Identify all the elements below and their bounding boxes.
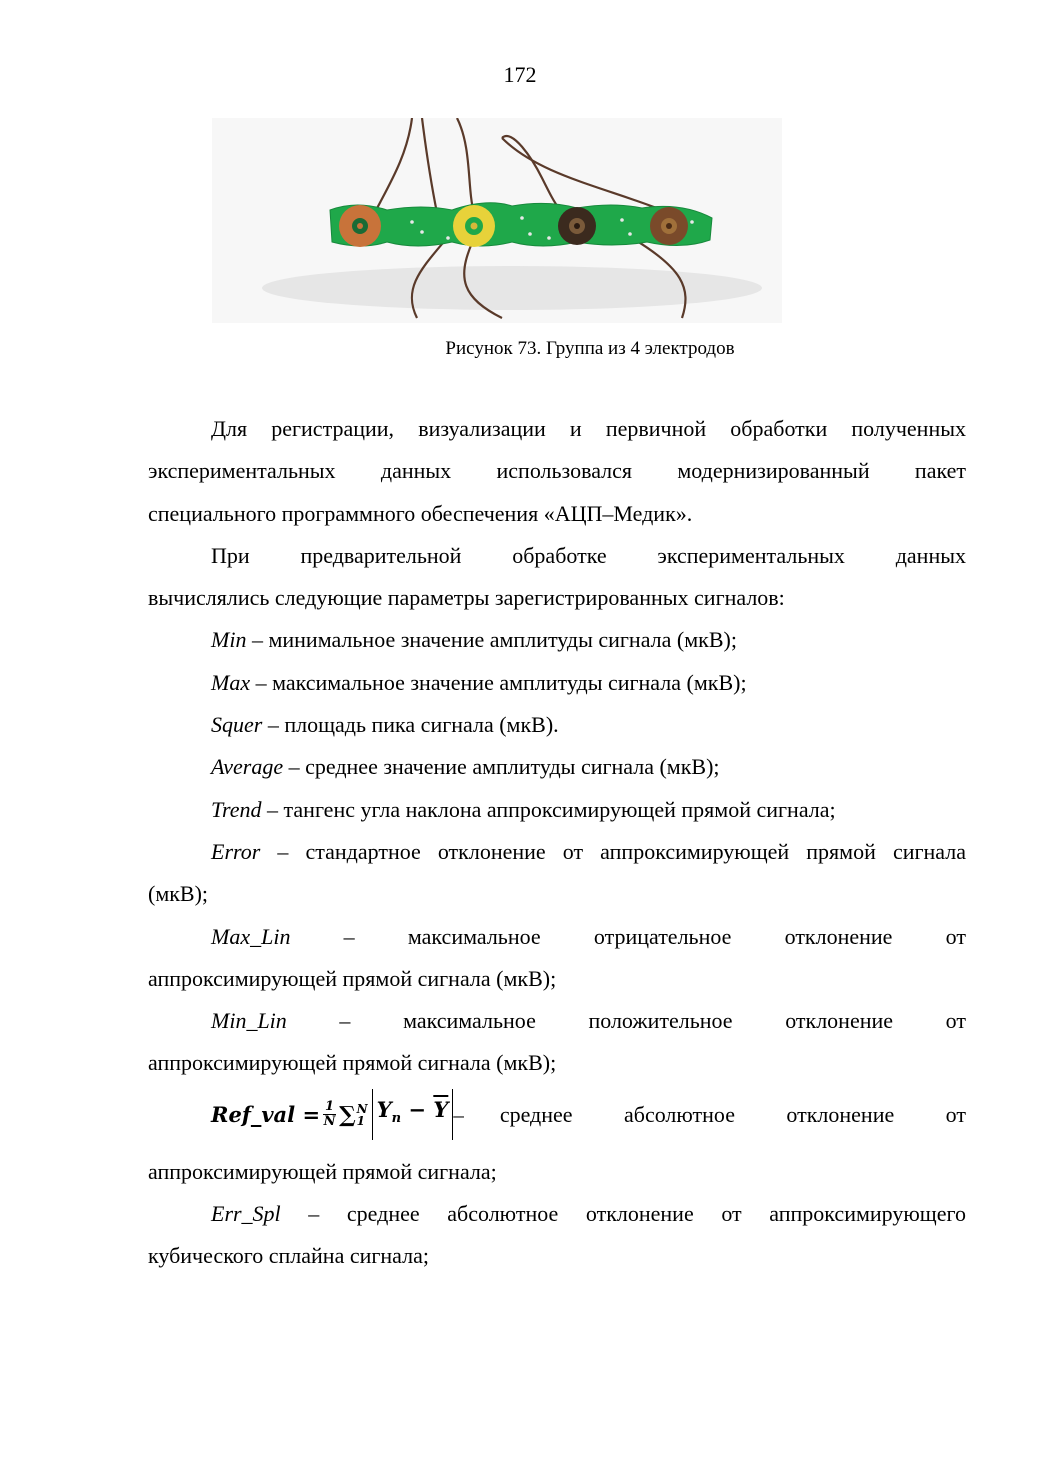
ref-val-formula	[211, 1089, 464, 1140]
param-text: – максимальное отрицательное отклонение от	[290, 923, 966, 949]
paragraph-line: При предварительной обработке экспериментальных данных	[211, 542, 966, 568]
word: среднее	[499, 1101, 573, 1127]
param-max	[148, 662, 966, 704]
formula-lhs: Ref_val =	[211, 1101, 321, 1127]
param-text: – стандартное отклонение от аппроксимирующей прямой сигнала	[260, 838, 966, 864]
paragraph-line: аппроксимирующей прямой сигнала;	[148, 1158, 497, 1184]
absolute-value	[372, 1089, 454, 1140]
formula-fraction	[323, 1100, 336, 1129]
electrode-1	[339, 205, 381, 247]
param-max-lin	[148, 916, 966, 958]
param-text: – максимальное положительное отклонение от	[286, 1008, 966, 1034]
paragraph-line: аппроксимирующей прямой сигнала (мкВ);	[148, 965, 557, 991]
param-term: Max	[211, 669, 251, 695]
sigma-icon: ∑	[339, 1101, 356, 1128]
param-term: Average	[211, 754, 284, 780]
param-term: Squer	[211, 712, 263, 738]
param-term: Trend	[211, 796, 262, 822]
document-body	[148, 408, 966, 1278]
y-bar: $\overline{Y}$	[433, 1097, 449, 1122]
param-term: Error	[211, 838, 261, 864]
sum-symbol	[339, 1094, 368, 1136]
figure-caption: Рисунок 73. Группа из 4 электродов	[445, 338, 735, 359]
page-number: 172	[503, 62, 537, 87]
param-term: Min	[211, 627, 247, 653]
sum-upper: N	[356, 1101, 368, 1116]
paragraph-line: экспериментальных данных использовался модернизированный пакет	[148, 458, 966, 484]
paragraph-line: специального программного обеспечения «АЦП–Медик».	[148, 500, 693, 526]
param-min	[148, 619, 966, 661]
param-text: – среднее значение амплитуды сигнала (мкВ);	[283, 754, 720, 780]
paragraph-line: вычислялись следующие параметры зарегистрированных сигналов:	[148, 585, 785, 611]
param-text: – среднее абсолютное отклонение от аппроксимирующего	[280, 1201, 966, 1227]
y-n-sub: n	[391, 1111, 402, 1127]
fraction-denominator: N	[323, 1114, 336, 1130]
word: от	[945, 1101, 966, 1127]
ref-val-words	[500, 1094, 966, 1136]
param-term: Max_Lin	[211, 923, 291, 949]
electrode-strip-photo	[212, 118, 782, 323]
param-error	[148, 831, 966, 873]
paragraph-line: аппроксимирующей прямой сигнала (мкВ);	[148, 1050, 557, 1076]
y-n: Y	[376, 1097, 392, 1122]
param-text: – максимальное значение амплитуды сигнала (мкВ);	[250, 669, 747, 695]
minus-sign: −	[401, 1097, 434, 1122]
paragraph-line: (мкВ);	[148, 881, 209, 907]
param-err-spl	[148, 1193, 966, 1235]
sum-limits	[357, 1103, 368, 1127]
word: отклонение	[786, 1101, 895, 1127]
param-average	[148, 746, 966, 788]
param-term: Min_Lin	[211, 1008, 287, 1034]
param-text: – площадь пика сигнала (мкВ).	[262, 712, 559, 738]
paragraph-line: кубического сплайна сигнала;	[148, 1243, 429, 1269]
param-ref-val	[148, 1085, 966, 1145]
electrode-4	[650, 207, 688, 245]
sum-lower: 1	[356, 1113, 366, 1128]
dash: –	[453, 1102, 464, 1127]
word: абсолютное	[623, 1101, 735, 1127]
param-term: Err_Spl	[211, 1201, 281, 1227]
fraction-numerator: 1	[325, 1099, 335, 1115]
param-text: – минимальное значение амплитуды сигнала (мкВ);	[246, 627, 737, 653]
param-min-lin	[148, 1000, 966, 1042]
electrode-2	[453, 205, 495, 247]
param-text: – тангенс угла наклона аппроксимирующей прямой сигнала;	[261, 796, 836, 822]
param-trend	[148, 789, 966, 831]
electrode-3	[558, 207, 596, 245]
paragraph-line: Для регистрации, визуализации и первичной обработки полученных	[211, 416, 966, 441]
param-squer	[148, 704, 966, 746]
